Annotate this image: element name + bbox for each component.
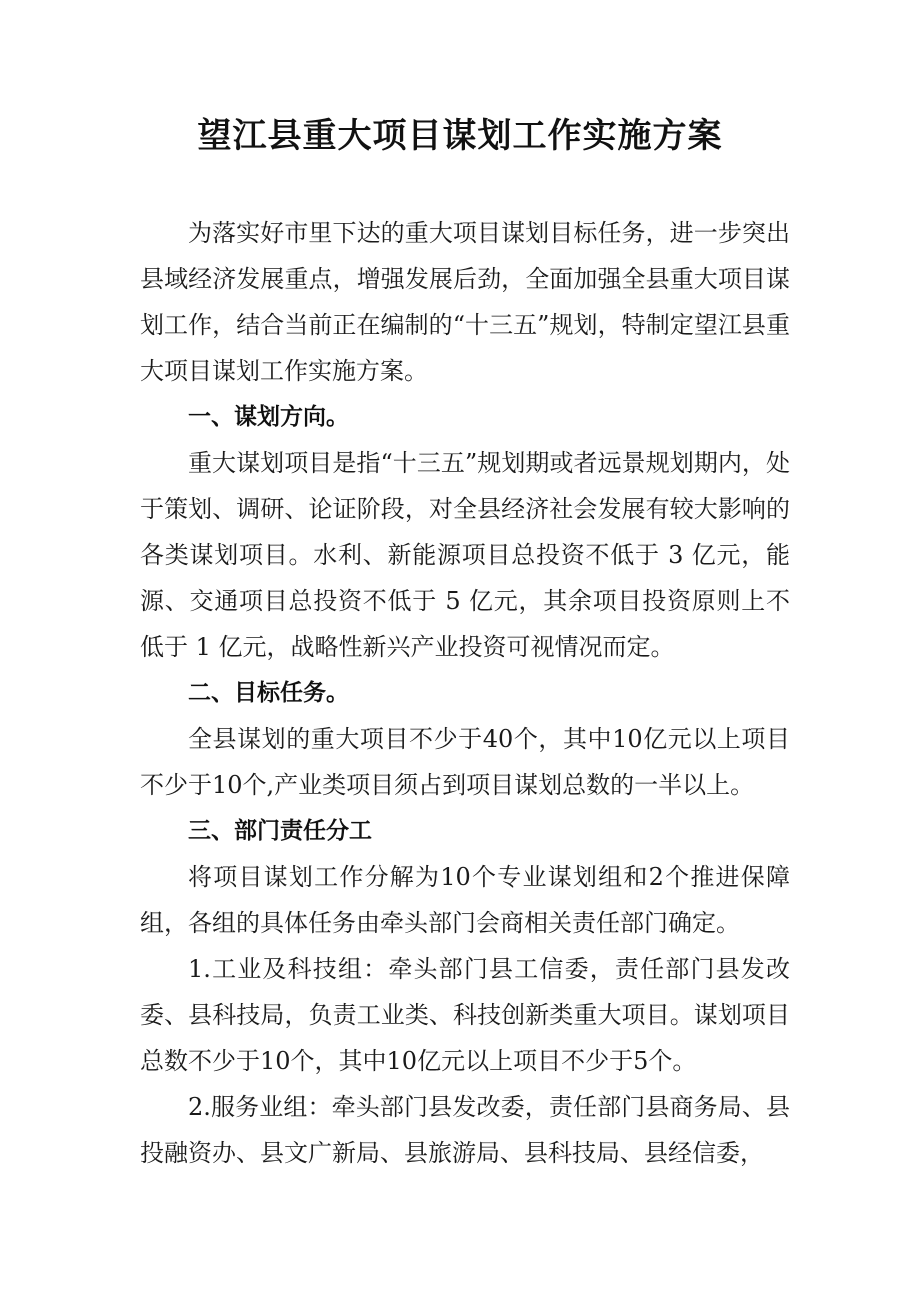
section-paragraph-service-group: 2.服务业组：牵头部门县发改委，责任部门县商务局、县投融资办、县文广新局、县旅游局、县科技局、县经信委，: [140, 1093, 790, 1167]
document-title: 望江县重大项目谋划工作实施方案: [197, 116, 723, 156]
section-heading-direction: 一、谋划方向。: [188, 404, 349, 430]
section-paragraph: 将项目谋划工作分解为10个专业谋划组和2个推进保障组，各组的具体任务由牵头部门会商相关责任部门确定。: [140, 863, 790, 937]
section-heading-responsibilities: 三、部门责任分工: [188, 818, 372, 844]
intro-paragraph: 为落实好市里下达的重大项目谋划目标任务，进一步突出县域经济发展重点，增强发展后劲，全面加强全县重大项目谋划工作，结合当前正在编制的“十三五”规划，特制定望江县重大项目谋划工作实施方案。: [140, 219, 790, 385]
section-paragraph-industry-group: 1.工业及科技组：牵头部门县工信委，责任部门县发改委、县科技局，负责工业类、科技创新类重大项目。谋划项目总数不少于10个，其中10亿元以上项目不少于5个。: [140, 955, 790, 1075]
section-heading-targets: 二、目标任务。: [188, 680, 349, 706]
section-paragraph: 重大谋划项目是指“十三五”规划期或者远景规划期内，处于策划、调研、论证阶段，对全县经济社会发展有较大影响的各类谋划项目。水利、新能源项目总投资不低于 3 亿元，能源、交通项目总投资不低于 5 亿元，其余项目投资原则上不低于 1 亿元，战略性新兴产业投资可视情况而定。: [140, 449, 790, 661]
section-paragraph: 全县谋划的重大项目不少于40个，其中10亿元以上项目不少于10个,产业类项目须占到项目谋划总数的一半以上。: [140, 725, 790, 799]
document-body: [140, 210, 790, 1176]
